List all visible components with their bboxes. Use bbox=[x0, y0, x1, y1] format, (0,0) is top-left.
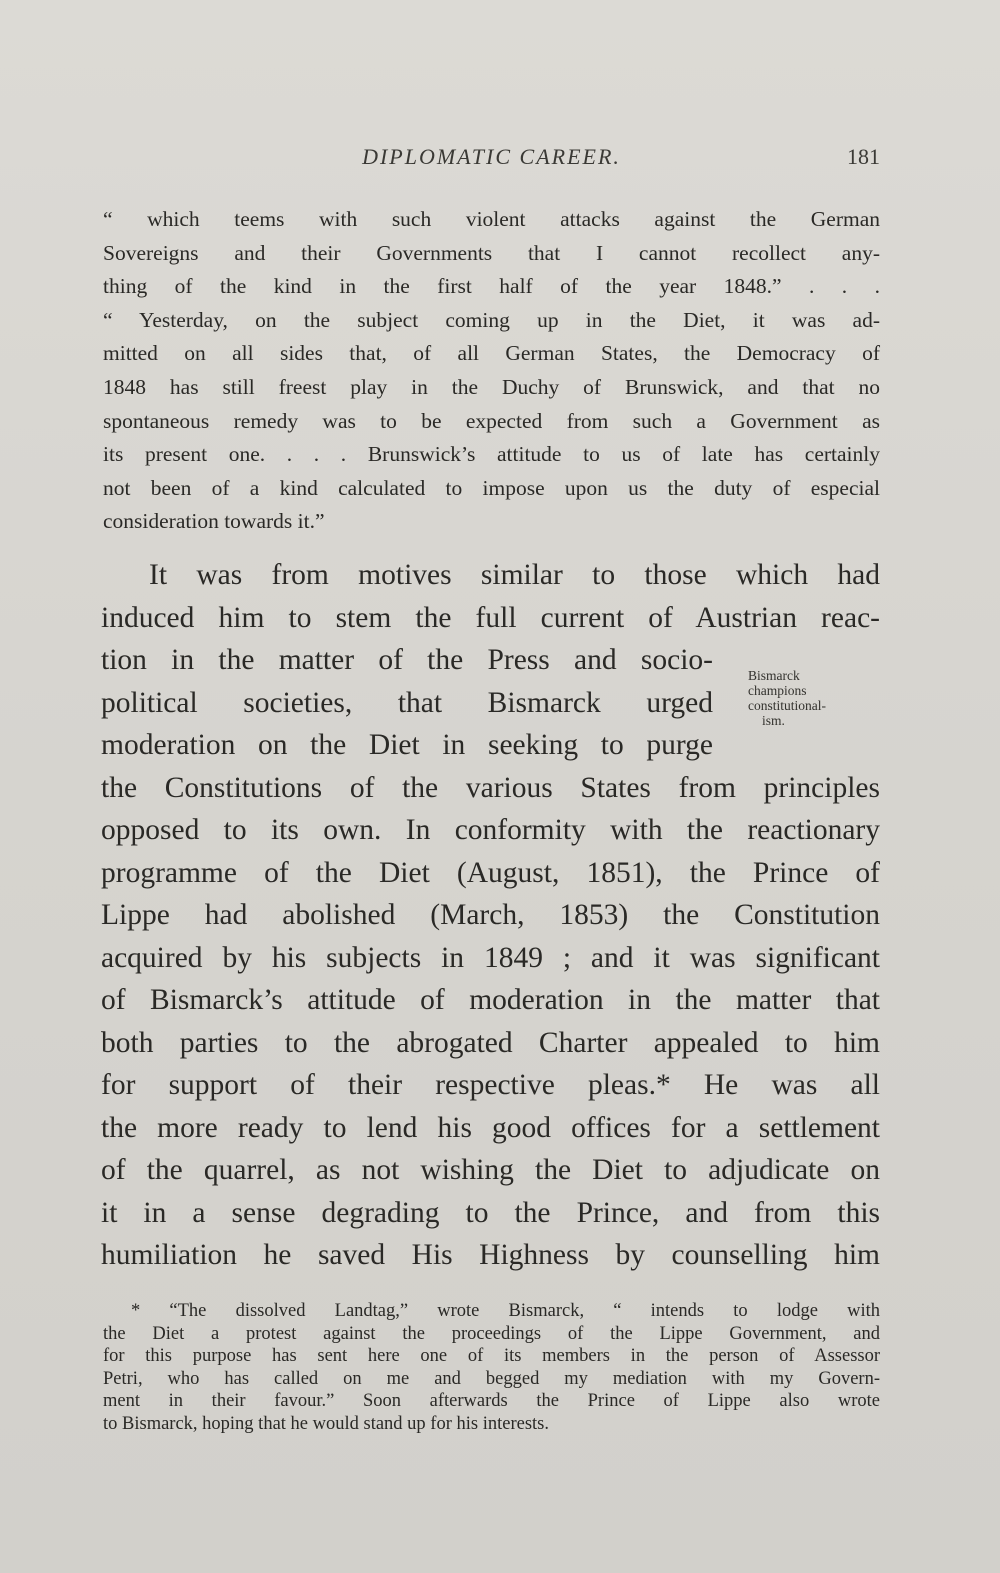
body-line: Lippe had abolished (March, 1853) the Constitution bbox=[101, 899, 880, 931]
quotation-line: 1848 has still freest play in the Duchy of Brunswick, and that no bbox=[103, 374, 880, 399]
footnote bbox=[103, 1300, 880, 1435]
quotation-line: not been of a kind calculated to impose upon us the duty of especial bbox=[103, 475, 880, 500]
body-line: for support of their respective pleas.* He was all bbox=[101, 1069, 880, 1101]
body-line: opposed to its own. In conformity with the reactionary bbox=[101, 814, 880, 846]
body-line: the more ready to lend his good offices for a settlement bbox=[101, 1111, 880, 1144]
body-line: of Bismarck’s attitude of moderation in the matter that bbox=[101, 984, 880, 1016]
quotation-line: thing of the kind in the first half of the year 1848.” . . . bbox=[103, 274, 880, 299]
body-line: humiliation he saved His Highness by counselling him bbox=[101, 1239, 880, 1271]
page-number: 181 bbox=[847, 144, 880, 169]
footnote-line: the Diet a protest against the proceedings of the Lippe Government, and bbox=[103, 1323, 880, 1344]
footnote-line: ment in their favour.” Soon afterwards the Prince of Lippe also wrote bbox=[103, 1391, 880, 1411]
footnote-line: * “The dissolved Landtag,” wrote Bismarck, “ intends to lodge with bbox=[131, 1301, 880, 1321]
body-line: political societies, that Bismarck urged bbox=[101, 686, 713, 719]
quotation-line: mitted on all sides that, of all German States, the Democracy of bbox=[103, 341, 880, 366]
body-line: acquired by his subjects in 1849 ; and it was significant bbox=[101, 941, 880, 974]
body-line: moderation on the Diet in seeking to purge bbox=[101, 729, 713, 761]
body-line: It was from motives similar to those which had bbox=[149, 559, 880, 591]
footnote-line: Petri, who has called on me and begged my mediation with my Govern- bbox=[103, 1368, 880, 1389]
quotation-line: “ which teems with such violent attacks against the German bbox=[103, 207, 880, 231]
quotation-line: “ Yesterday, on the subject coming up in the Diet, it was ad- bbox=[103, 307, 880, 332]
quotation-line: spontaneous remedy was to be expected from such a Government as bbox=[103, 408, 880, 433]
body-line: induced him to stem the full current of Austrian reac- bbox=[101, 601, 880, 634]
marginal-note-line: champions bbox=[748, 683, 807, 698]
footnote-line: for this purpose has sent here one of its members in the person of Assessor bbox=[103, 1346, 880, 1366]
quotation-line: Sovereigns and their Governments that I cannot recollect any- bbox=[103, 240, 880, 265]
quotation-block bbox=[103, 203, 880, 539]
body-line: it in a sense degrading to the Prince, and from this bbox=[101, 1196, 880, 1229]
running-title: DIPLOMATIC CAREER. bbox=[362, 144, 621, 169]
body-line: of the quarrel, as not wishing the Diet to adjudicate on bbox=[101, 1154, 880, 1186]
marginal-note-line: ism. bbox=[762, 713, 785, 728]
body-line: both parties to the abrogated Charter appealed to him bbox=[101, 1026, 880, 1059]
body-paragraph bbox=[101, 554, 880, 1277]
quotation-line: consideration towards it.” bbox=[103, 509, 325, 534]
marginal-note bbox=[748, 668, 858, 728]
body-line: tion in the matter of the Press and socio- bbox=[101, 644, 713, 676]
marginal-note-line: constitutional- bbox=[748, 698, 826, 713]
quotation-line: its present one. . . . Brunswick’s attitude to us of late has certainly bbox=[103, 442, 880, 467]
body-line: programme of the Diet (August, 1851), the Prince of bbox=[101, 856, 880, 889]
footnote-line: to Bismarck, hoping that he would stand up for his interests. bbox=[103, 1413, 549, 1434]
marginal-note-line: Bismarck bbox=[748, 668, 800, 683]
running-head bbox=[103, 144, 880, 174]
body-line: the Constitutions of the various States from principles bbox=[101, 771, 880, 804]
